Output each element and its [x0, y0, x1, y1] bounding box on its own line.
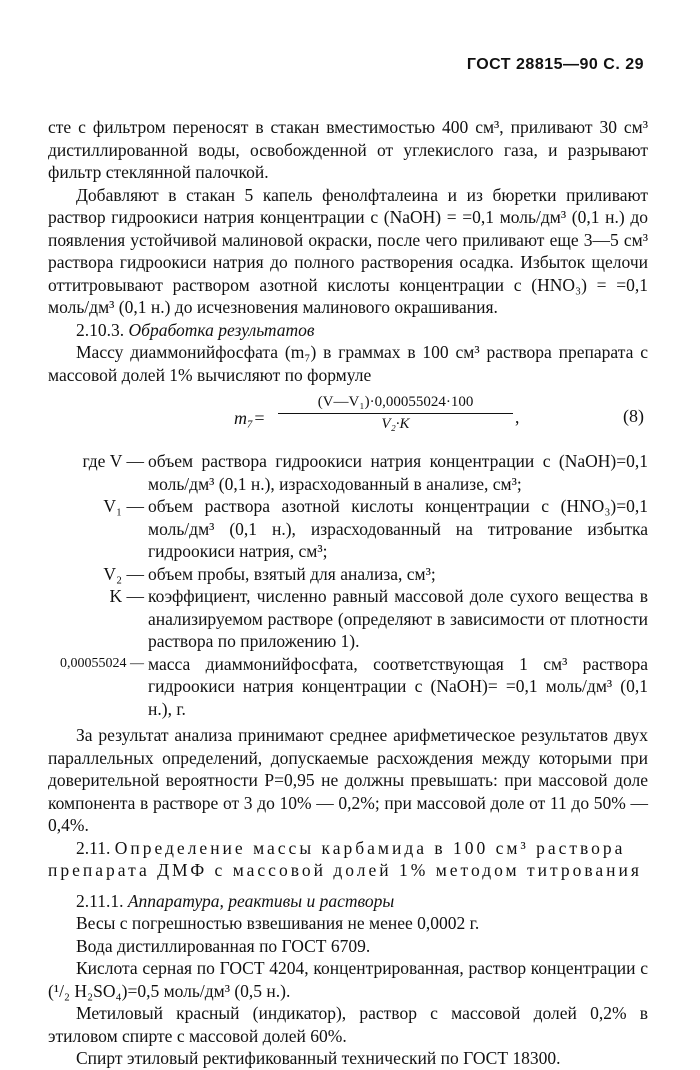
spacer [48, 882, 648, 890]
formula-lhs: m₇= [234, 408, 266, 428]
section-title: Аппаратура, реактивы и растворы [127, 890, 395, 911]
formula-numerator: (V—V₁)·0,00055024·100 [278, 392, 513, 414]
materials-item: Вода дистиллированная по ГОСТ 6709. [76, 935, 371, 956]
definition-term: K — [109, 586, 144, 606]
formula-comma: , [515, 407, 520, 427]
definition-row [48, 563, 648, 586]
section-heading-2-11 [48, 837, 648, 882]
definition-text: коэффициент, численно равный массовой доле сухого вещества в анализируемом растворе (определяют в зависимости от плотности раствора по приложению 1). [148, 586, 648, 651]
variable-definitions [48, 450, 648, 720]
page-header: ГОСТ 28815—90 С. 29 [466, 56, 644, 73]
section-number: 2.10.3. [76, 319, 125, 340]
paragraph: Массу диаммонийфосфата (m₇) в граммах в 100 см³ раствора препарата с массовой долей 1% вычисляют по формуле [48, 342, 648, 385]
definition-text: объем раствора азотной кислоты концентрации c (HNO₃)=0,1 моль/дм³ (0,1 н.), израсходованный на титрование избытка гидроокиси натрия, см³; [148, 496, 648, 561]
section-title: Определение массы карбамида в 100 см³ раствора препарата ДМФ с массовой долей 1% методом титрования [48, 837, 642, 880]
formula-denominator: V₂·K [381, 416, 410, 432]
formula-8 [48, 392, 648, 444]
definition-row [48, 450, 648, 495]
definition-term: где V — [82, 451, 144, 471]
materials-item: Кислота серная по ГОСТ 4204, концентрированная, раствор концентрации c (¹/₂ H₂SO₄)=0,5 моль/дм³ (0,5 н.). [48, 958, 648, 1001]
definition-row [48, 653, 648, 721]
section-number: 2.11.1. [76, 890, 124, 911]
definition-row [48, 585, 648, 653]
definition-text: объем пробы, взятый для анализа, см³; [148, 563, 436, 584]
materials-item: Метиловый красный (индикатор), раствор с массовой долей 0,2% в этиловом спирте с массовой долей 60%. [48, 1003, 648, 1046]
section-heading-2-11-1 [48, 890, 648, 913]
materials-item: Весы с погрешностью взвешивания не менее 0,0002 г. [76, 913, 480, 933]
materials-item: Спирт этиловый ректификованный технический по ГОСТ 18300. [76, 1048, 561, 1068]
definition-text: масса диаммонийфосфата, соответствующая 1 см³ раствора гидроокиси натрия концентрации c (NaOH)= =0,1 моль/дм³ (0,1 н.), г. [148, 653, 648, 719]
formula-number: (8) [623, 406, 644, 426]
document-body [48, 116, 648, 1070]
section-heading-2-10-3 [48, 319, 648, 342]
section-number: 2.11. [76, 837, 111, 858]
definition-term: 0,00055024 — [60, 655, 144, 671]
paragraph: сте с фильтром переносят в стакан вместимостью 400 см³, приливают 30 см³ дистиллированной воды, освобожденной от углекислого газа, и разрывают фильтр стеклянной палочкой. [48, 117, 648, 182]
definition-term: V₁ — [103, 496, 144, 516]
formula-fraction [278, 392, 513, 434]
definition-row [48, 495, 648, 563]
paragraph: Добавляют в стакан 5 капель фенолфталеина и из бюретки приливают раствор гидроокиси натрия концентрации c (NaOH) = =0,1 моль/дм³ (0,1 н.) до появления устойчивой малиновой окраски, после чего приливают еще 3—5 см³ раствора гидроокиси натрия до полного растворения осадка. Избыток щелочи оттитровывают раствором азотной кислоты концентрации c (HNO₃) = =0,1 моль/дм³ (0,1 н.) до исчезновения малинового окрашивания. [48, 184, 648, 317]
paragraph: За результат анализа принимают среднее арифметическое результатов двух параллельных определений, допускаемые расхождения между которыми при доверительной вероятности P=0,95 не должны превышать: при массовой доле компонента в растворе от 3 до 10% — 0,2%; при массовой доле от 11 до 50% — 0,4%. [48, 725, 648, 835]
definition-text: объем раствора гидроокиси натрия концентрации c (NaOH)=0,1 моль/дм³ (0,1 н.), израсходованный в анализе, см³; [148, 451, 648, 494]
definition-term: V₂ — [103, 563, 144, 584]
section-title: Обработка результатов [128, 319, 315, 340]
